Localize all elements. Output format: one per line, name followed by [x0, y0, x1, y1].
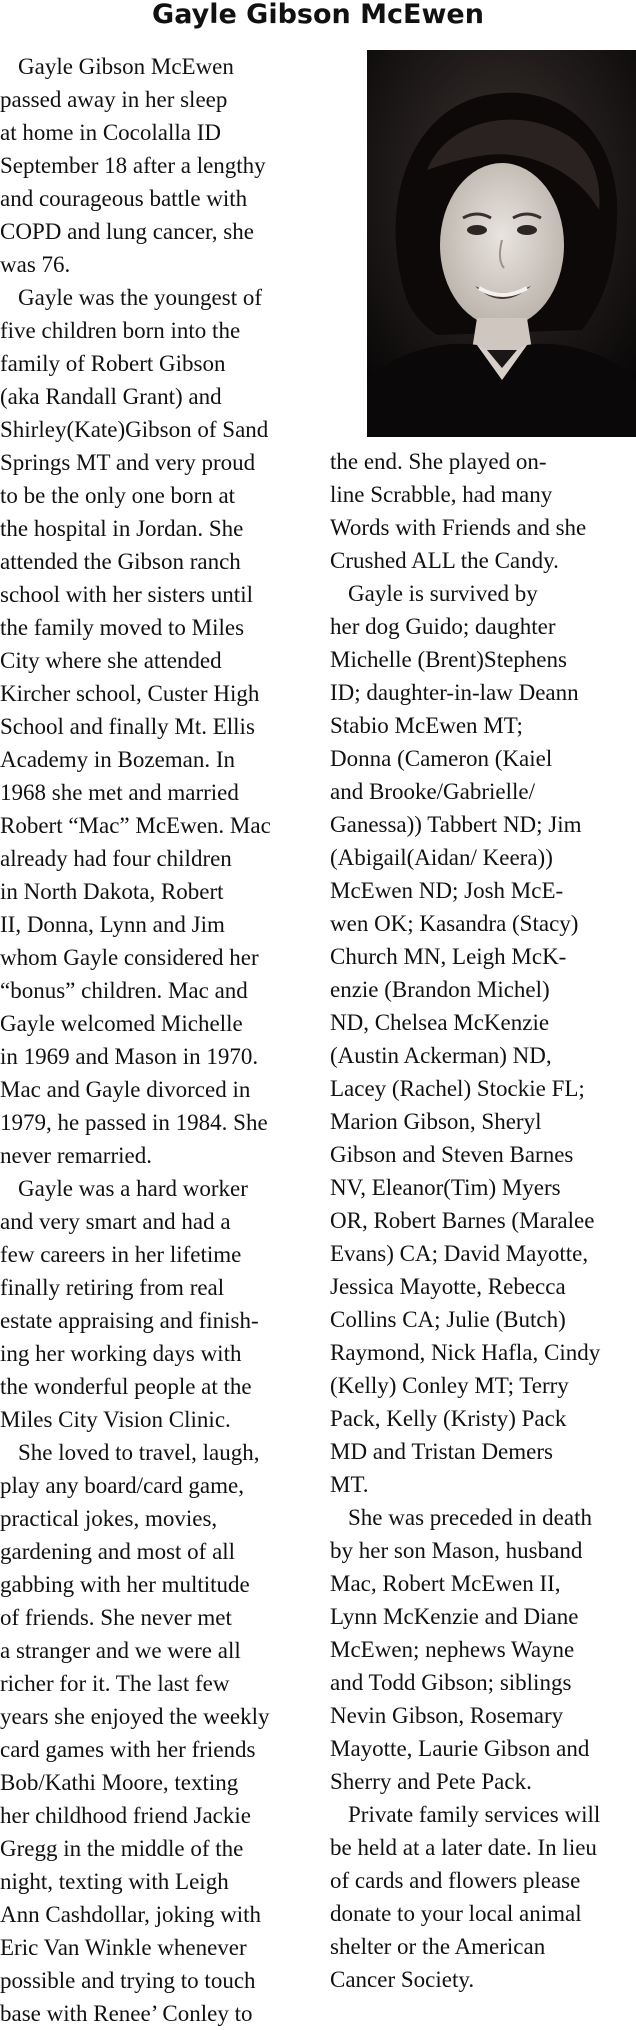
obituary-text-line: donate to your local animal	[330, 1901, 582, 1926]
obituary-text-line: Raymond, Nick Hafla, Cindy	[330, 1340, 601, 1365]
obituary-text-line: Marion Gibson, Sheryl	[330, 1109, 542, 1134]
obituary-text-line: a stranger and we were all	[0, 1638, 241, 1663]
obituary-title: Gayle Gibson McEwen	[152, 0, 484, 30]
obituary-text-line: Michelle (Brent)Stephens	[330, 647, 567, 672]
obituary-text-line: (Abigail(Aidan/ Keera))	[330, 845, 553, 870]
obituary-text-line: finally retiring from real	[0, 1275, 225, 1300]
obituary-text-line: and courageous battle with	[0, 186, 248, 211]
obituary-text-line: September 18 after a lengthy	[0, 153, 266, 178]
obituary-text-line: Lacey (Rachel) Stockie FL;	[330, 1076, 585, 1101]
obituary-text-line: the wonderful people at the	[0, 1374, 252, 1399]
obituary-text-line: MT.	[330, 1472, 369, 1497]
obituary-text-line: Donna (Cameron (Kaiel	[330, 746, 553, 771]
obituary-text-line: Academy in Bozeman. In	[0, 747, 236, 772]
obituary-text-line: Nevin Gibson, Rosemary	[330, 1703, 564, 1728]
obituary-text-line: School and finally Mt. Ellis	[0, 714, 255, 739]
obituary-text-line: Words with Friends and she	[330, 515, 587, 540]
obituary-text-line: Gibson and Steven Barnes	[330, 1142, 574, 1167]
obituary-text-line: few careers in her lifetime	[0, 1242, 242, 1267]
obituary-text-line: ND, Chelsea McKenzie	[330, 1010, 550, 1035]
obituary-text-line: her childhood friend Jackie	[0, 1803, 251, 1828]
obituary-text-line: Gayle Gibson McEwen	[18, 54, 234, 79]
obituary-text-line: richer for it. The last few	[0, 1671, 230, 1696]
obituary-text-line: and very smart and had a	[0, 1209, 231, 1234]
obituary-text-line: by her son Mason, husband	[330, 1538, 583, 1563]
obituary-text-line: OR, Robert Barnes (Maralee	[330, 1208, 595, 1233]
obituary-text-line: in North Dakota, Robert	[0, 879, 224, 904]
obituary-text-line: the family moved to Miles	[0, 615, 245, 640]
obituary-text-line: (Austin Ackerman) ND,	[330, 1043, 552, 1068]
obituary-text-line: II, Donna, Lynn and Jim	[0, 912, 225, 937]
obituary-text-line: (aka Randall Grant) and	[0, 384, 222, 409]
obituary-text-line: Shirley(Kate)Gibson of Sand	[0, 417, 269, 442]
obituary-text-line: Gayle welcomed Michelle	[0, 1011, 243, 1036]
obituary-text-line: Sherry and Pete Pack.	[330, 1769, 532, 1794]
obituary-text-line: NV, Eleanor(Tim) Myers	[330, 1175, 561, 1200]
obituary-text-line: enzie (Brandon Michel)	[330, 977, 550, 1002]
obituary-text-line: night, texting with Leigh	[0, 1869, 229, 1894]
obituary-text-line: at home in Cocolalla ID	[0, 120, 221, 145]
obituary-text-line: gardening and most of all	[0, 1539, 236, 1564]
obituary-text-line: already had four children	[0, 846, 232, 871]
obituary-text-line: wen OK; Kasandra (Stacy)	[330, 911, 579, 936]
obituary-text-line: City where she attended	[0, 648, 222, 673]
obituary-text-line: Kircher school, Custer High	[0, 681, 260, 706]
obituary-text-line: Springs MT and very proud	[0, 450, 256, 475]
obituary-text-line: and Brooke/Gabrielle/	[330, 779, 536, 804]
obituary-text-line: COPD and lung cancer, she	[0, 219, 254, 244]
obituary-text-line: (Kelly) Conley MT; Terry	[330, 1373, 569, 1398]
obituary-text-line: of friends. She never met	[0, 1605, 232, 1630]
obituary-text-line: Mac, Robert McEwen II,	[330, 1571, 561, 1596]
obituary-text-line: of cards and flowers please	[330, 1868, 581, 1893]
obituary-text-line: Church MN, Leigh McK-	[330, 944, 567, 969]
portrait-photo-icon	[367, 50, 636, 437]
obituary-text-line: family of Robert Gibson	[0, 351, 226, 376]
obituary-text-line: the end. She played on-	[330, 449, 547, 474]
obituary-text-line: attended the Gibson ranch	[0, 549, 241, 574]
obituary-text-line: “bonus” children. Mac and	[0, 978, 248, 1003]
obituary-text-line: Mayotte, Laurie Gibson and	[330, 1736, 590, 1761]
obituary-text-line: Pack, Kelly (Kristy) Pack	[330, 1406, 567, 1431]
obituary-text-line: Private family services will	[348, 1802, 601, 1827]
obituary-text-line: 1968 she met and married	[0, 780, 239, 805]
portrait-photo	[367, 50, 636, 437]
obituary-text-line: practical jokes, movies,	[0, 1506, 218, 1531]
obituary-text-line: She loved to travel, laugh,	[18, 1440, 260, 1465]
obituary-text-line: Gregg in the middle of the	[0, 1836, 244, 1861]
obituary-text-line: line Scrabble, had many	[330, 482, 553, 507]
obituary-text-line: ID; daughter-in-law Deann	[330, 680, 579, 705]
obituary-text-line: gabbing with her multitude	[0, 1572, 250, 1597]
obituary-text-line: Gayle was the youngest of	[18, 285, 262, 310]
obituary-text-line: Ann Cashdollar, joking with	[0, 1902, 262, 1927]
obituary-text-line: Mac and Gayle divorced in	[0, 1077, 251, 1102]
obituary-text-line: and Todd Gibson; siblings	[330, 1670, 572, 1695]
obituary-text-line: Gayle is survived by	[348, 581, 538, 606]
obituary-text-line: 1979, he passed in 1984. She	[0, 1110, 268, 1135]
obituary-text-line: the hospital in Jordan. She	[0, 516, 244, 541]
obituary-text-line: five children born into the	[0, 318, 241, 343]
obituary-text-line: Collins CA; Julie (Butch)	[330, 1307, 566, 1332]
obituary-text-line: McEwen; nephews Wayne	[330, 1637, 575, 1662]
obituary-text-line: Bob/Kathi Moore, texting	[0, 1770, 239, 1795]
obituary-text-line: Ganessa)) Tabbert ND; Jim	[330, 812, 582, 837]
obituary-text-line: Gayle was a hard worker	[18, 1176, 248, 1201]
obituary-text-line: Cancer Society.	[330, 1967, 475, 1992]
obituary-text-line: MD and Tristan Demers	[330, 1439, 553, 1464]
obituary-text-line: her dog Guido; daughter	[330, 614, 556, 639]
obituary-text-line: Jessica Mayotte, Rebecca	[330, 1274, 566, 1299]
obituary-text-line: to be the only one born at	[0, 483, 236, 508]
obituary-text-line: school with her sisters until	[0, 582, 253, 607]
obituary-text-line: shelter or the American	[330, 1934, 546, 1959]
obituary-text-line: never remarried.	[0, 1143, 152, 1168]
obituary-text-line: possible and trying to touch	[0, 1968, 256, 1993]
obituary-text-line: whom Gayle considered her	[0, 945, 259, 970]
obituary-text-line: Stabio McEwen MT;	[330, 713, 523, 738]
obituary-text-line: passed away in her sleep	[0, 87, 228, 112]
obituary-text-line: in 1969 and Mason in 1970.	[0, 1044, 259, 1069]
obituary-text-line: card games with her friends	[0, 1737, 256, 1762]
obituary-text-line: be held at a later date. In lieu	[330, 1835, 597, 1860]
obituary-text-line: She was preceded in death	[348, 1505, 592, 1530]
obituary-text-line: Crushed ALL the Candy.	[330, 548, 559, 573]
obituary-text-line: Eric Van Winkle whenever	[0, 1935, 247, 1960]
obituary-column-left	[0, 50, 315, 2030]
obituary-text-line: ing her working days with	[0, 1341, 242, 1366]
obituary-text-line: estate appraising and finish-	[0, 1308, 259, 1333]
obituary-text-line: Lynn McKenzie and Diane	[330, 1604, 579, 1629]
obituary-text-line: Miles City Vision Clinic.	[0, 1407, 231, 1432]
obituary-column-right	[330, 445, 636, 1996]
obituary-text-line: McEwen ND; Josh McE-	[330, 878, 564, 903]
obituary-text-line: play any board/card game,	[0, 1473, 244, 1498]
obituary-text-line: Robert “Mac” McEwen. Mac	[0, 813, 271, 838]
obituary-text-line: years she enjoyed the weekly	[0, 1704, 270, 1729]
obituary-text-line: base with Renee’ Conley to	[0, 2001, 253, 2026]
obituary-text-line: Evans) CA; David Mayotte,	[330, 1241, 589, 1266]
obituary-text-line: was 76.	[0, 252, 71, 277]
